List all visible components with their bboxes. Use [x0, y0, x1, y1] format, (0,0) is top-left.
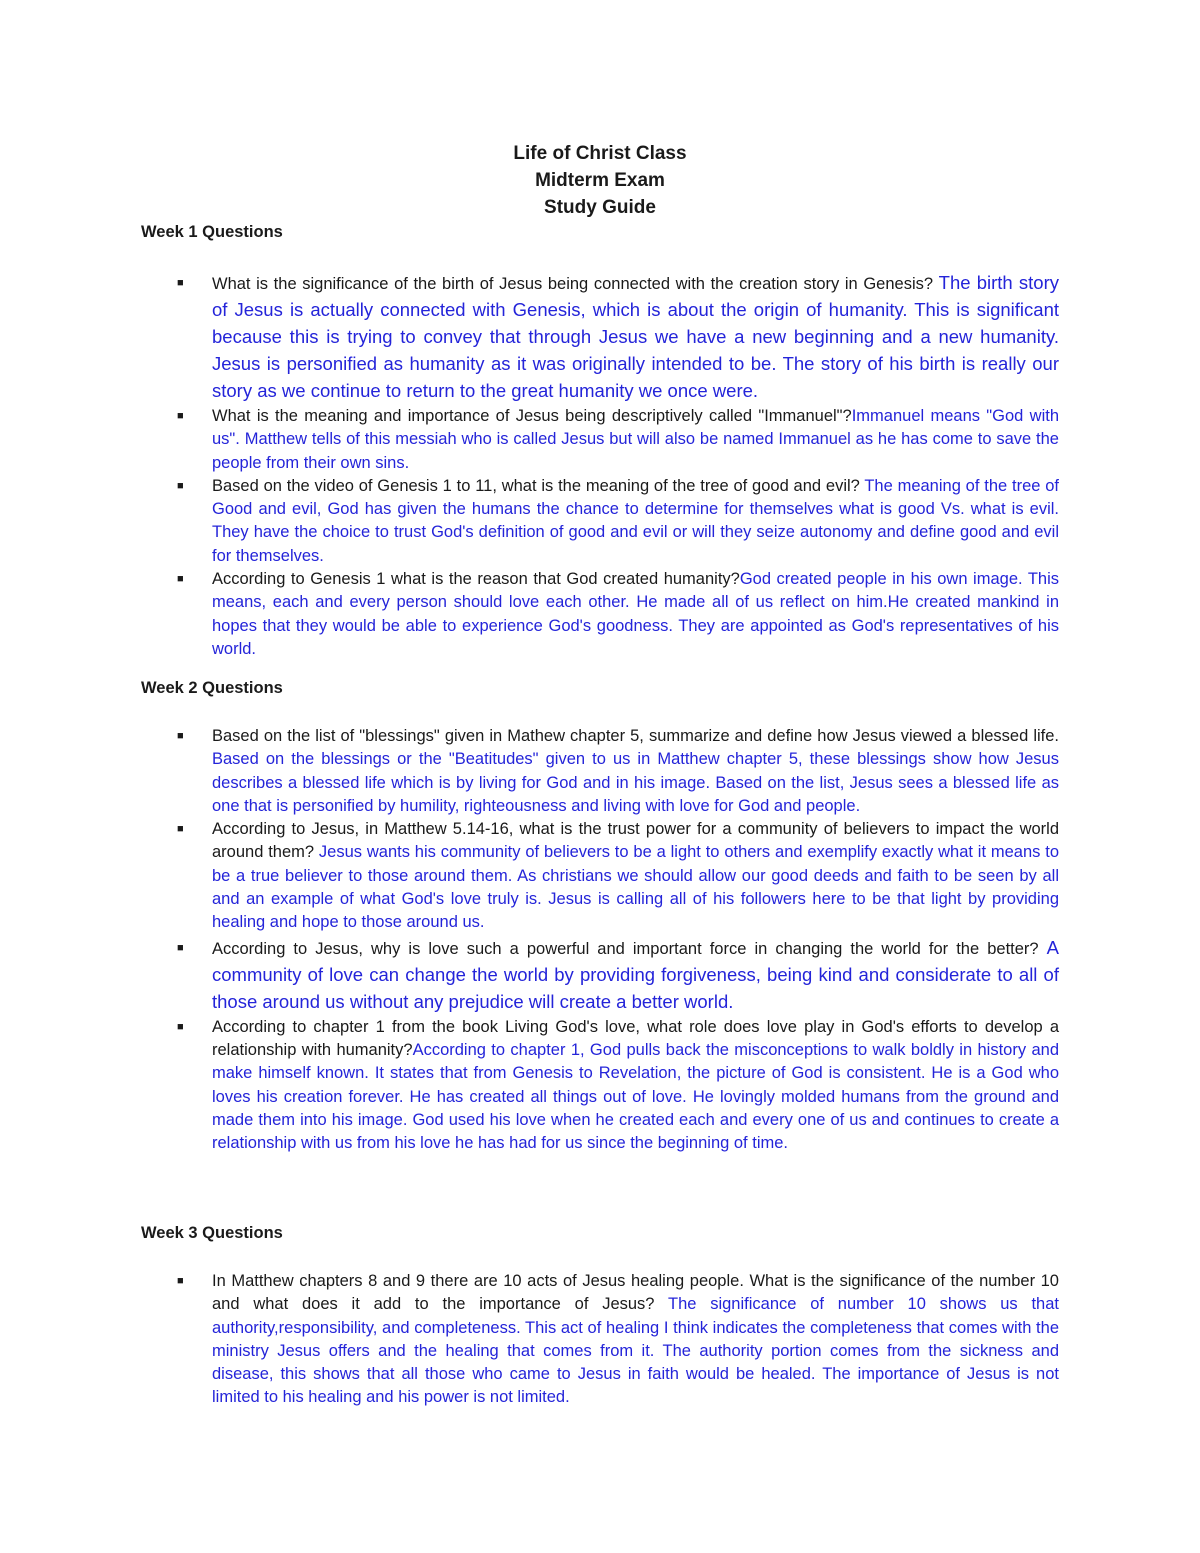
answer-text: The meaning of the tree of Good and evil, God has given the humans the chance to determine for themselves what is good Vs. what is evil. They have the choice to trust God's definition of good and evil or will they seize autonomy and define good and evil for themselves. — [212, 476, 1059, 565]
question-item — [141, 1016, 1059, 1156]
answer-text: Immanuel means "God with us". Matthew tells of this messiah who is called Jesus but will also be named Immanuel as he has come to save the people from their own sins. — [212, 407, 1060, 472]
bullet-icon: ■ — [177, 823, 184, 836]
question-text: What is the significance of the birth of Jesus being connected with the creation story in Genesis? — [212, 275, 939, 293]
question-text: What is the meaning and importance of Jesus being descriptively called "Immanuel"? — [212, 407, 852, 425]
question-text: Based on the list of "blessings" given in Mathew chapter 5, summarize and define how Jesus viewed a blessed life. — [212, 727, 1059, 745]
question-text: According to Jesus, in Matthew 5.14-16, what is the trust power for a community of believers to impact the world around them? — [212, 820, 1059, 862]
question-item — [141, 725, 1059, 818]
bullet-icon: ■ — [177, 573, 184, 586]
week-3-heading: Week 3 Questions — [141, 1224, 283, 1242]
answer-text: Based on the blessings or the "Beatitudes" given to us in Matthew chapter 5, these blessings show how Jesus describes a blessed life which is by living for God and in his image. Based on the list, Jesus sees a blessed life as one that is personified by humility, righteousness and living with love for God and people. — [212, 750, 1059, 815]
exam-title: Midterm Exam — [535, 170, 665, 191]
question-item — [141, 475, 1059, 568]
week-3-questions — [141, 1270, 1059, 1410]
question-text: Based on the video of Genesis 1 to 11, what is the meaning of the tree of good and evil? — [212, 476, 865, 495]
week-2-questions — [141, 725, 1059, 1155]
question-text: According to Jesus, why is love such a powerful and important force in changing the world for the better? — [212, 939, 1047, 958]
answer-text: Jesus wants his community of believers to be a light to others and exemplify exactly what it means to be a true believer to those around them. As christians we should allow our good deeds and faith to be seen by all and an example of what God's love truly is. Jesus is calling all of his followers here to be that light by providing healing and hope to those around us. — [212, 843, 1060, 932]
week-2-heading: Week 2 Questions — [141, 679, 283, 697]
question-item — [141, 818, 1059, 934]
answer-text: According to chapter 1, God pulls back the misconceptions to walk boldly in history and make himself known. It states that from Genesis to Revelation, the picture of God is consistent. He is a God who loves his creation forever. He has created all things out of love. He lovingly molded humans from the ground and made them into his image. God used his love when he created each and every one of us and continues to create a relationship with us from his love he has had for us since the beginning of time. — [212, 1040, 1059, 1153]
question-text: According to Genesis 1 what is the reason that God created humanity? — [212, 570, 740, 589]
question-item — [141, 568, 1059, 661]
week-1-questions — [141, 270, 1059, 661]
bullet-icon: ■ — [177, 1275, 184, 1287]
bullet-icon: ■ — [177, 410, 184, 422]
guide-title: Study Guide — [544, 197, 656, 218]
bullet-icon: ■ — [177, 941, 184, 954]
answer-text: God created people in his own image. This means, each and every person should love each other. He made all of us reflect on him.He created mankind in hopes that they would be able to experience God's goodness. They are appointed as God's representatives of his world. — [212, 570, 1059, 658]
document-title — [0, 140, 1200, 221]
bullet-icon: ■ — [177, 1020, 184, 1033]
answer-text: The significance of number 10 shows us that authority,responsibility, and completeness. This act of healing I think indicates the completeness that comes with the ministry Jesus offers and the healing that comes from it. The authority portion comes from the sickness and disease, this shows that all those who came to Jesus in faith would be healed. The importance of Jesus is not limited to his healing and his power is not limited. — [212, 1295, 1059, 1407]
answer-text: A community of love can change the world by providing forgiveness, being kind and considerate to all of those around us without any prejudice will create a better world. — [212, 936, 1059, 1012]
answer-text: The birth story of Jesus is actually connected with Genesis, which is about the origin of humanity. This is significant because this is trying to convey that through Jesus we have a new beginning and a new humanity. Jesus is personified as humanity as it was originally intended to be. The story of his birth is really our story as we continue to return to the great humanity we once were. — [212, 272, 1059, 401]
week-1-heading: Week 1 Questions — [141, 223, 283, 241]
bullet-icon: ■ — [177, 730, 184, 742]
question-item — [141, 270, 1059, 405]
question-text: According to chapter 1 from the book Living God's love, what role does love play in God's efforts to develop a relationship with humanity? — [212, 1017, 1059, 1059]
question-text: In Matthew chapters 8 and 9 there are 10 acts of Jesus healing people. What is the significance of the number 10 and what does it add to the importance of Jesus? — [212, 1272, 1059, 1314]
bullet-icon: ■ — [177, 479, 184, 492]
question-item — [141, 935, 1059, 1016]
course-title: Life of Christ Class — [513, 143, 687, 164]
question-item — [141, 1270, 1059, 1410]
bullet-icon: ■ — [177, 277, 184, 289]
question-item — [141, 405, 1059, 475]
